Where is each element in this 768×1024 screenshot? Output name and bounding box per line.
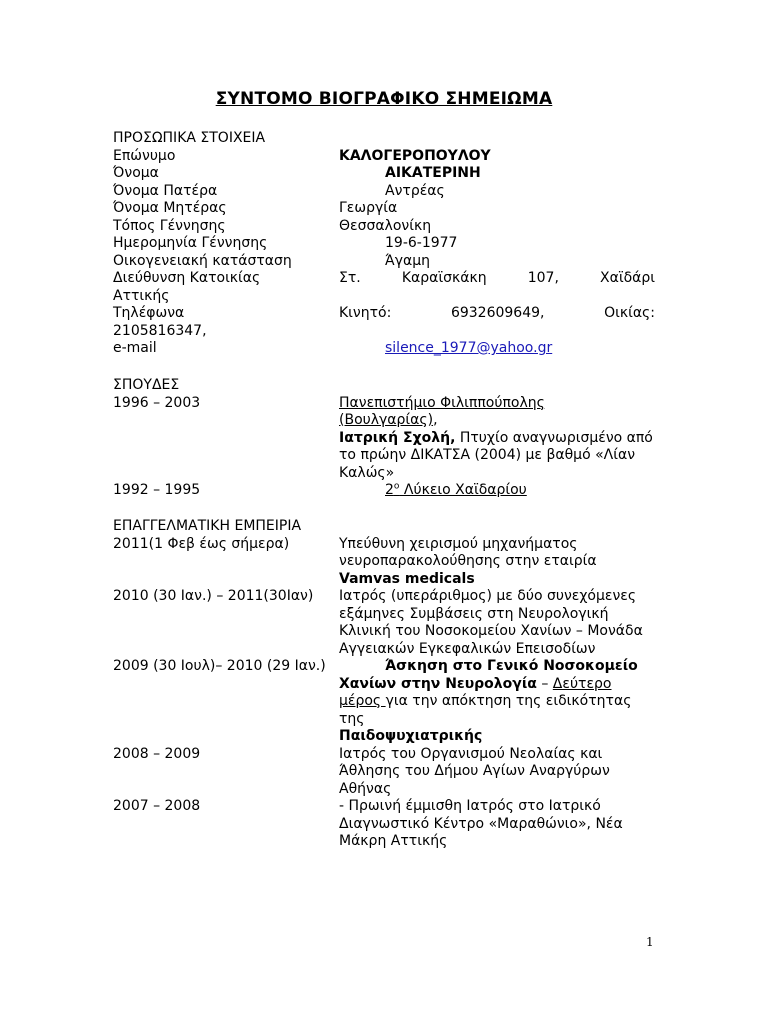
experience-text: Υπεύθυνη χειρισμού μηχανήματος νευροπαρακολούθησης στην εταιρία [339,535,597,569]
name-row [113,165,673,183]
company-name: Vamvas medicals [339,570,475,587]
experience-details [339,658,655,746]
experience-item [113,658,673,746]
mother-label: Όνομα Μητέρας [113,200,227,216]
experience-text: για την απόκτηση της ειδικότητας της [339,693,632,727]
marital-value: Άγαμη [385,252,430,269]
page-title: ΣΥΝΤΟΜΟ ΒΙΟΓΡΑΦΙΚΟ ΣΗΜΕΙΩΜΑ [215,89,553,109]
father-label: Όνομα Πατέρα [113,182,218,199]
email-link[interactable]: silence_1977@yahoo.gr [385,340,553,356]
phones-word: 6932609649, [450,305,545,321]
dash: – [536,675,553,692]
birthdate-value: 19-6-1977 [385,235,458,251]
study-period: 1992 – 1995 [113,482,201,498]
experience-section [113,518,673,851]
experience-period: 2009 (30 Ιουλ)– 2010 (29 Ιαν.) [113,658,326,674]
marital-label: Οικογενειακή κατάσταση [113,252,292,269]
surname-value: ΚΑΛΟΓΕΡΟΠΟΥΛΟΥ [339,147,491,164]
address-row [113,270,673,288]
university-country: (Βουλγαρίας) [339,412,434,428]
experience-heading: ΕΠΑΓΓΕΛΜΑΤΙΚΗ ΕΜΠΕΙΡΙΑ [113,518,302,534]
experience-details: Ιατρός του Οργανισμού Νεολαίας και Άθλησης του Δήμου Αγίων Αναργύρων Αθήνας [339,745,610,797]
experience-item [113,588,673,658]
study-details [339,395,655,483]
address-overflow: Αττικής [113,287,170,304]
mother-value: Γεωργία [339,200,398,216]
experience-item [113,746,673,799]
school-name [385,482,527,498]
experience-item [113,536,673,589]
father-value: Αντρέας [385,182,445,199]
birthplace-row [113,218,673,236]
studies-heading: ΣΠΟΥΔΕΣ [113,377,180,393]
phones-label: Τηλέφωνα [113,305,185,321]
phones-value [339,305,655,323]
name-value: ΑΙΚΑΤΕΡΙΝΗ [385,165,481,181]
phones-row [113,305,673,323]
phones-word: Οικίας: [604,305,655,321]
birthplace-label: Τόπος Γέννησης [113,217,226,234]
experience-details: - Πρωινή έμμισθη Ιατρός στο Ιατρικό Διαγνωστικό Κέντρο «Μαραθώνιο», Νέα Μάκρη Αττικής [339,798,623,849]
experience-period: 2011(1 Φεβ έως σήμερα) [113,535,290,552]
school-name: Ιατρική Σχολή, [339,429,456,446]
address-label: Διεύθυνση Κατοικίας [113,270,261,286]
comma: , [433,412,438,428]
address-word: Στ. [339,270,361,286]
study-details [339,482,701,500]
experience-item [113,798,673,851]
personal-heading: ΠΡΟΣΩΠΙΚΑ ΣΤΟΙΧΕΙΑ [113,130,266,146]
university-name: Πανεπιστήμιο Φιλιππούπολης [339,394,545,411]
surname-row [113,148,673,166]
email-label: e-mail [113,340,157,356]
surname-label: Επώνυμο [113,147,176,164]
experience-period: 2007 – 2008 [113,798,201,814]
name-label: Όνομα [113,165,159,181]
school-ordinal: ο [393,481,400,492]
birthplace-value: Θεσσαλονίκη [339,217,432,234]
address-word: Χαϊδάρι [600,270,656,286]
email-row [113,340,673,358]
address-word: 107, [527,270,559,286]
study-item [113,395,673,483]
marital-row [113,253,673,271]
phones-overflow: 2105816347, [113,322,207,339]
experience-period: 2010 (30 Ιαν.) – 2011(30Ιαν) [113,588,314,604]
school-text: Λύκειο Χαϊδαρίου [399,482,527,498]
personal-section [113,130,673,358]
address-value [339,270,655,288]
birthdate-row [113,235,673,253]
experience-details [339,536,655,589]
experience-underlined: Δεύτερο μέρος [339,675,612,709]
degree-text: Πτυχίο αναγνωρισμένο από το πρώην ΔΙΚΑΤΣΑ (2004) με βαθμό «Λίαν Καλώς» [339,429,653,481]
study-period: 1996 – 2003 [113,394,201,411]
experience-bold: Άσκηση στο Γενικό Νοσοκομείο Χανίων στην Νευρολογία [339,658,638,692]
phones-word: Κινητό: [339,305,392,321]
mother-row [113,200,673,218]
page-number: 1 [646,935,654,949]
specialty-name: Παιδοψυχιατρικής [339,728,483,744]
experience-period: 2008 – 2009 [113,745,201,762]
study-item [113,482,673,500]
address-word: Καραϊσκάκη [401,270,487,286]
birthdate-label: Ημερομηνία Γέννησης [113,235,268,251]
school-number: 2 [385,482,394,498]
father-row [113,183,673,201]
studies-section [113,377,673,500]
experience-details: Ιατρός (υπεράριθμος) με δύο συνεχόμενες εξάμηνες Συμβάσεις στη Νευρολογική Κλινική του Νοσοκομείου Χανίων – Μονάδα Αγγειακών Εγκεφαλικών Επεισοδίων [339,588,643,657]
